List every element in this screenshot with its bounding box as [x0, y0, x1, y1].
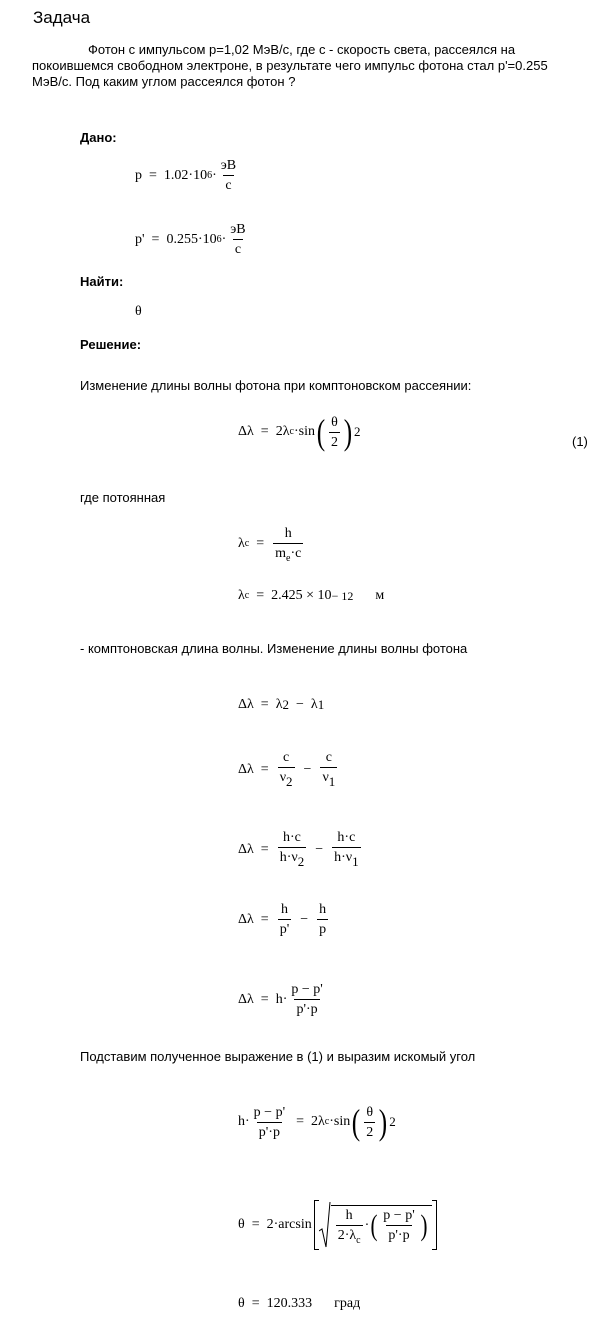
delta-lambda-eq-4: Δλ = $\frac{h}{p'}$ − $\frac{h}{p}$ — [238, 902, 327, 937]
page-title: Задача — [33, 8, 91, 27]
delta-lambda-eq-3: Δλ = $\frac{h\cdot c}{h\cdot\nu 2}$ − $\frac{h\cdot c}{h\cdot\nu 1}$ — [238, 830, 359, 869]
p-prime-symbol: p' — [135, 231, 145, 247]
p-unit-numerator: эВ — [220, 158, 237, 173]
solution-text-4: Подставим полученное выражение в (1) и выразим искомый угол — [80, 1049, 476, 1064]
p-prime-value: 0.255·10 — [166, 231, 217, 247]
equation-number: (1) — [572, 434, 588, 449]
given-p-prime-equation: p' = 0.255·10 6 · $\frac{эВ}{c}$ — [135, 222, 246, 257]
problem-line-1: Фотон с импульсом p=1,02 МэВ/с, где с - скорость света, рассеялся на — [88, 42, 516, 57]
theta-result: θ = 120.333 град — [238, 1296, 361, 1311]
p-prime-unit-numerator: эВ — [230, 222, 246, 237]
p-prime-unit-fraction — [228, 222, 247, 257]
sqrt-symbol: $\frac{h}{2\cdot\lambda_c}$ · ( $\frac{p - p'}{p'\cdot p}$ ) — [319, 1201, 432, 1249]
lambda-c-formula: λ c = $\frac{h}{m_e\cdot c}$ — [238, 526, 302, 564]
find-theta: θ — [135, 304, 142, 319]
lambda-c-unit: м — [375, 588, 385, 603]
p-value: 1.02·10 — [163, 167, 208, 183]
lambda-c-number: 2.425 × 10 — [271, 588, 332, 603]
problem-line-3: МэВ/с. Под каким углом рассеялся фотон ? — [32, 74, 296, 89]
theta-unit: град — [334, 1296, 361, 1311]
problem-line-2: покоившемся свободном электроне, в результате чего импульс фотона стал p'=0.255 — [32, 58, 548, 73]
delta-lambda-eq-2: Δλ = $\frac{c}{\nu 2}$ − $\frac{c}{\nu 1}$ — [238, 750, 336, 789]
given-heading: Дано: — [80, 130, 117, 145]
theta-formula: θ = 2·arcsin $\frac{h}{2\cdot\lambda_c}$ · ( $\frac{p - p'}{p'\cdot p}$ ) — [238, 1200, 437, 1250]
solution-text-1: Изменение длины волны фотона при комптоновском рассеянии: — [80, 378, 472, 393]
solution-text-3: - комптоновская длина волны. Изменение длины волны фотона — [80, 641, 468, 656]
theta-value: 120.333 — [266, 1296, 313, 1311]
solution-heading: Решение: — [80, 337, 142, 352]
delta-lambda-eq-5: Δλ = h· $\frac{p - p'}{p'\cdot p}$ — [238, 982, 323, 1017]
p-prime-unit-denominator: c — [233, 239, 243, 257]
given-p-equation: p = 1.02·10 6 · $\frac{эВ}{c}$ — [135, 158, 237, 193]
combined-equation: h· $\frac{p - p'}{p'\cdot p}$ = 2λ c ·sin ( $\frac{\theta}{2}$ ) 2 — [238, 1102, 396, 1142]
lambda-c-value: λ c = 2.425 × 10 − 12 м — [238, 588, 385, 603]
find-heading: Найти: — [80, 274, 124, 289]
p-symbol: p — [135, 167, 142, 183]
delta-lambda-eq-1: Δλ = λ 2 − λ 1 — [238, 697, 325, 712]
p-unit-fraction — [219, 158, 238, 193]
solution-text-2: где потоянная — [80, 490, 166, 505]
compton-equation: Δλ = 2λ c ·sin ( $\frac{\theta}{2}$ ) 2 — [238, 412, 361, 452]
p-unit-denominator: c — [223, 175, 233, 193]
